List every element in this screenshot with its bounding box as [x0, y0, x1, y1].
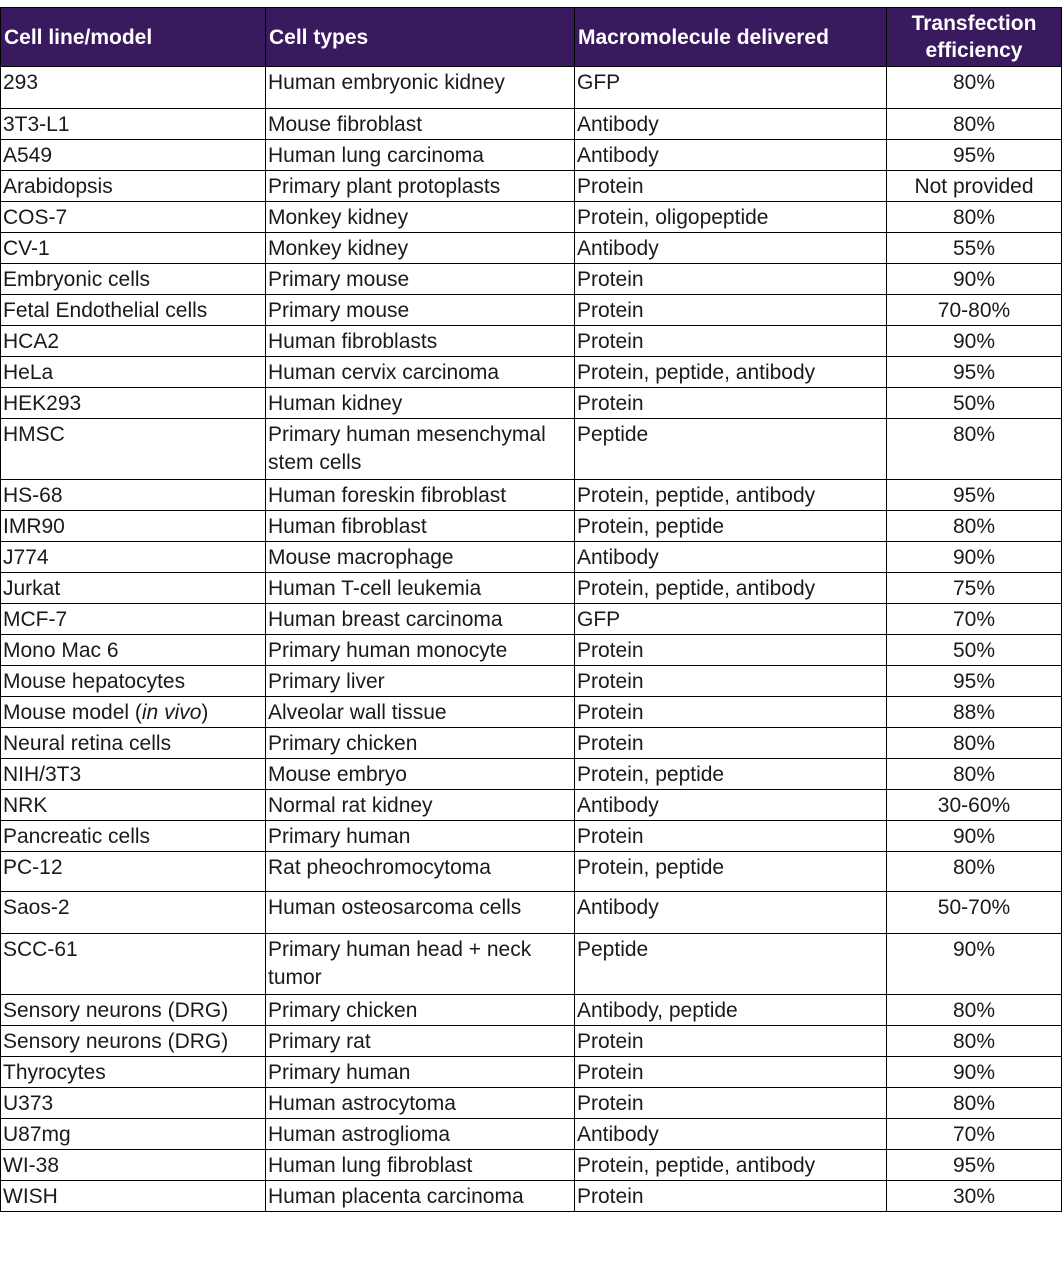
table-row: [1, 1088, 1062, 1119]
table-row: [1, 852, 1062, 892]
cell-line: [1, 852, 266, 892]
table-row: [1, 1026, 1062, 1057]
table-row: [1, 666, 1062, 697]
cell-line: [1, 573, 266, 604]
macromolecule: GFP: [575, 604, 887, 635]
macromolecule: Antibody: [575, 109, 887, 140]
cell-line: [1, 1026, 266, 1057]
macromolecule: Protein: [575, 388, 887, 419]
cell-line-text: CV-1: [3, 237, 50, 260]
cell-line: [1, 934, 266, 995]
cell-line: [1, 635, 266, 666]
cell-type: Mouse embryo: [266, 759, 575, 790]
efficiency: 50%: [887, 388, 1062, 419]
macromolecule: Protein: [575, 1026, 887, 1057]
table-header: [1, 8, 1062, 67]
efficiency: 88%: [887, 697, 1062, 728]
cell-type: Primary liver: [266, 666, 575, 697]
efficiency: 90%: [887, 326, 1062, 357]
efficiency: 70-80%: [887, 295, 1062, 326]
cell-line-text: Mouse model (: [3, 701, 142, 724]
cell-line-text: 293: [3, 71, 39, 94]
cell-line: [1, 202, 266, 233]
cell-line-text: Fetal Endothelial cells: [3, 299, 208, 322]
cell-type: Human lung carcinoma: [266, 140, 575, 171]
cell-line-text: Jurkat: [3, 577, 61, 600]
cell-line-text: Saos-2: [3, 896, 70, 919]
cell-line-text: U373: [3, 1092, 54, 1115]
cell-line-text: MCF-7: [3, 608, 68, 631]
header-efficiency: Transfection efficiency: [887, 8, 1062, 67]
header-cell-line: Cell line/model: [1, 8, 266, 67]
cell-line: [1, 542, 266, 573]
table-row: [1, 995, 1062, 1026]
cell-type: Mouse macrophage: [266, 542, 575, 573]
efficiency: 80%: [887, 1026, 1062, 1057]
table-row: [1, 511, 1062, 542]
cell-line: [1, 604, 266, 635]
macromolecule: Protein: [575, 1088, 887, 1119]
efficiency: 90%: [887, 821, 1062, 852]
macromolecule: Antibody: [575, 790, 887, 821]
table-row: [1, 140, 1062, 171]
cell-line-text: Sensory neurons (DRG): [3, 999, 229, 1022]
cell-line-text: Pancreatic cells: [3, 825, 151, 848]
efficiency: 95%: [887, 357, 1062, 388]
cell-line-text: SCC-61: [3, 938, 78, 961]
table-row: [1, 480, 1062, 511]
table-row: [1, 892, 1062, 934]
macromolecule: Protein: [575, 821, 887, 852]
cell-line: [1, 1088, 266, 1119]
macromolecule: Protein: [575, 635, 887, 666]
efficiency: 90%: [887, 264, 1062, 295]
table-row: [1, 759, 1062, 790]
macromolecule: Peptide: [575, 419, 887, 480]
macromolecule: Protein: [575, 1057, 887, 1088]
macromolecule: Protein: [575, 264, 887, 295]
efficiency: 70%: [887, 1119, 1062, 1150]
header-row: [1, 8, 1062, 67]
cell-line-text: 3T3-L1: [3, 113, 70, 136]
cell-type: Primary human head + neck tumor: [266, 934, 575, 995]
efficiency: 80%: [887, 1088, 1062, 1119]
macromolecule: Protein: [575, 697, 887, 728]
table-row: [1, 1057, 1062, 1088]
table-row: [1, 1119, 1062, 1150]
table-row: [1, 419, 1062, 480]
cell-line: [1, 892, 266, 934]
cell-line: [1, 140, 266, 171]
cell-line-text: Neural retina cells: [3, 732, 172, 755]
cell-line-text: A549: [3, 144, 53, 167]
cell-line-text: Mouse hepatocytes: [3, 670, 186, 693]
cell-type: Human placenta carcinoma: [266, 1181, 575, 1212]
cell-type: Primary plant protoplasts: [266, 171, 575, 202]
cell-line: [1, 326, 266, 357]
cell-type: Primary human monocyte: [266, 635, 575, 666]
table-row: [1, 202, 1062, 233]
table-row: [1, 697, 1062, 728]
cell-line-text: PC-12: [3, 856, 63, 879]
cell-line: [1, 1057, 266, 1088]
cell-line-text: HMSC: [3, 423, 65, 446]
table-row: [1, 264, 1062, 295]
macromolecule: Protein, peptide: [575, 759, 887, 790]
efficiency: 55%: [887, 233, 1062, 264]
cell-line-italic: in vivo: [141, 701, 202, 724]
cell-type: Primary mouse: [266, 295, 575, 326]
table-row: [1, 233, 1062, 264]
cell-line: [1, 264, 266, 295]
cell-type: Human embryonic kidney: [266, 67, 575, 109]
macromolecule: GFP: [575, 67, 887, 109]
efficiency: 80%: [887, 109, 1062, 140]
table-row: [1, 295, 1062, 326]
macromolecule: Protein, oligopeptide: [575, 202, 887, 233]
cell-line-text: Arabidopsis: [3, 175, 113, 198]
macromolecule: Protein: [575, 295, 887, 326]
macromolecule: Protein: [575, 728, 887, 759]
cell-line: [1, 67, 266, 109]
cell-line-text: NIH/3T3: [3, 763, 82, 786]
cell-type: Normal rat kidney: [266, 790, 575, 821]
efficiency: 80%: [887, 728, 1062, 759]
macromolecule: Protein, peptide: [575, 852, 887, 892]
macromolecule: Protein, peptide, antibody: [575, 573, 887, 604]
table-row: [1, 728, 1062, 759]
cell-line: [1, 109, 266, 140]
cell-type: Monkey kidney: [266, 233, 575, 264]
cell-line-text: HCA2: [3, 330, 60, 353]
cell-line: [1, 295, 266, 326]
efficiency: 95%: [887, 666, 1062, 697]
table-row: [1, 388, 1062, 419]
cell-line: [1, 357, 266, 388]
cell-type: Primary human mesenchymal stem cells: [266, 419, 575, 480]
cell-line-suffix: ): [201, 701, 209, 724]
cell-line: [1, 419, 266, 480]
macromolecule: Protein: [575, 326, 887, 357]
cell-line: [1, 171, 266, 202]
table-row: [1, 171, 1062, 202]
efficiency: 50-70%: [887, 892, 1062, 934]
cell-type: Human T-cell leukemia: [266, 573, 575, 604]
cell-line: [1, 666, 266, 697]
efficiency: 80%: [887, 67, 1062, 109]
cell-type: Rat pheochromocytoma: [266, 852, 575, 892]
efficiency: 30-60%: [887, 790, 1062, 821]
table-row: [1, 1181, 1062, 1212]
efficiency: 70%: [887, 604, 1062, 635]
table-row: [1, 357, 1062, 388]
table-row: [1, 604, 1062, 635]
cell-line: [1, 480, 266, 511]
cell-line-text: J774: [3, 546, 49, 569]
cell-type: Human kidney: [266, 388, 575, 419]
cell-type: Human osteosarcoma cells: [266, 892, 575, 934]
cell-line: [1, 697, 266, 728]
table-row: [1, 573, 1062, 604]
cell-type: Primary mouse: [266, 264, 575, 295]
cell-line-text: COS-7: [3, 206, 68, 229]
efficiency: 30%: [887, 1181, 1062, 1212]
cell-line: [1, 1119, 266, 1150]
macromolecule: Protein, peptide, antibody: [575, 480, 887, 511]
cell-line: [1, 821, 266, 852]
cell-line-text: Embryonic cells: [3, 268, 151, 291]
macromolecule: Protein: [575, 666, 887, 697]
macromolecule: Antibody: [575, 892, 887, 934]
cell-type: Mouse fibroblast: [266, 109, 575, 140]
table-body: [1, 67, 1062, 1212]
cell-type: Human fibroblast: [266, 511, 575, 542]
efficiency: 95%: [887, 1150, 1062, 1181]
macromolecule: Antibody: [575, 542, 887, 573]
cell-line: [1, 388, 266, 419]
table-row: [1, 542, 1062, 573]
macromolecule: Protein: [575, 171, 887, 202]
efficiency: 75%: [887, 573, 1062, 604]
efficiency: 90%: [887, 934, 1062, 995]
efficiency: 80%: [887, 852, 1062, 892]
cell-line-text: Thyrocytes: [3, 1061, 106, 1084]
cell-line-text: WISH: [3, 1185, 58, 1208]
cell-line-text: HEK293: [3, 392, 82, 415]
cell-type: Human astroglioma: [266, 1119, 575, 1150]
cell-line: [1, 759, 266, 790]
cell-type: Primary human: [266, 821, 575, 852]
cell-type: Primary chicken: [266, 728, 575, 759]
table-row: [1, 934, 1062, 995]
cell-line-text: NRK: [3, 794, 48, 817]
table-row: [1, 67, 1062, 109]
cell-line-text: IMR90: [3, 515, 65, 538]
cell-type: Human cervix carcinoma: [266, 357, 575, 388]
efficiency: 80%: [887, 995, 1062, 1026]
cell-line: [1, 728, 266, 759]
cell-type: Monkey kidney: [266, 202, 575, 233]
cell-type: Human lung fibroblast: [266, 1150, 575, 1181]
table-row: [1, 635, 1062, 666]
table-row: [1, 109, 1062, 140]
table-row: [1, 1150, 1062, 1181]
efficiency: Not provided: [887, 171, 1062, 202]
cell-type: Primary chicken: [266, 995, 575, 1026]
macromolecule: Antibody: [575, 140, 887, 171]
efficiency: 95%: [887, 140, 1062, 171]
cell-line: [1, 1150, 266, 1181]
efficiency: 50%: [887, 635, 1062, 666]
cell-line: [1, 1181, 266, 1212]
cell-type: Human astrocytoma: [266, 1088, 575, 1119]
efficiency: 80%: [887, 759, 1062, 790]
macromolecule: Protein: [575, 1181, 887, 1212]
table-row: [1, 790, 1062, 821]
cell-line-text: HeLa: [3, 361, 54, 384]
table-row: [1, 821, 1062, 852]
efficiency: 80%: [887, 419, 1062, 480]
cell-type: Primary human: [266, 1057, 575, 1088]
macromolecule: Protein, peptide, antibody: [575, 1150, 887, 1181]
cell-line: [1, 995, 266, 1026]
cell-line-text: Sensory neurons (DRG): [3, 1030, 229, 1053]
macromolecule: Antibody: [575, 1119, 887, 1150]
macromolecule: Antibody, peptide: [575, 995, 887, 1026]
efficiency: 80%: [887, 511, 1062, 542]
cell-type: Human fibroblasts: [266, 326, 575, 357]
macromolecule: Protein, peptide, antibody: [575, 357, 887, 388]
cell-type: Human foreskin fibroblast: [266, 480, 575, 511]
efficiency: 90%: [887, 1057, 1062, 1088]
table-row: [1, 326, 1062, 357]
macromolecule: Peptide: [575, 934, 887, 995]
cell-type: Primary rat: [266, 1026, 575, 1057]
efficiency: 95%: [887, 480, 1062, 511]
macromolecule: Protein, peptide: [575, 511, 887, 542]
cell-type: Alveolar wall tissue: [266, 697, 575, 728]
cell-line: [1, 790, 266, 821]
cell-line-text: WI-38: [3, 1154, 60, 1177]
cell-line-text: HS-68: [3, 484, 63, 507]
macromolecule: Antibody: [575, 233, 887, 264]
cell-line: [1, 511, 266, 542]
efficiency: 90%: [887, 542, 1062, 573]
header-macromolecule: Macromolecule delivered: [575, 8, 887, 67]
cell-line: [1, 233, 266, 264]
header-cell-types: Cell types: [266, 8, 575, 67]
efficiency: 80%: [887, 202, 1062, 233]
cell-type: Human breast carcinoma: [266, 604, 575, 635]
cell-line-text: Mono Mac 6: [3, 639, 119, 662]
transfection-table: [0, 7, 1062, 1212]
cell-line-text: U87mg: [3, 1123, 71, 1146]
